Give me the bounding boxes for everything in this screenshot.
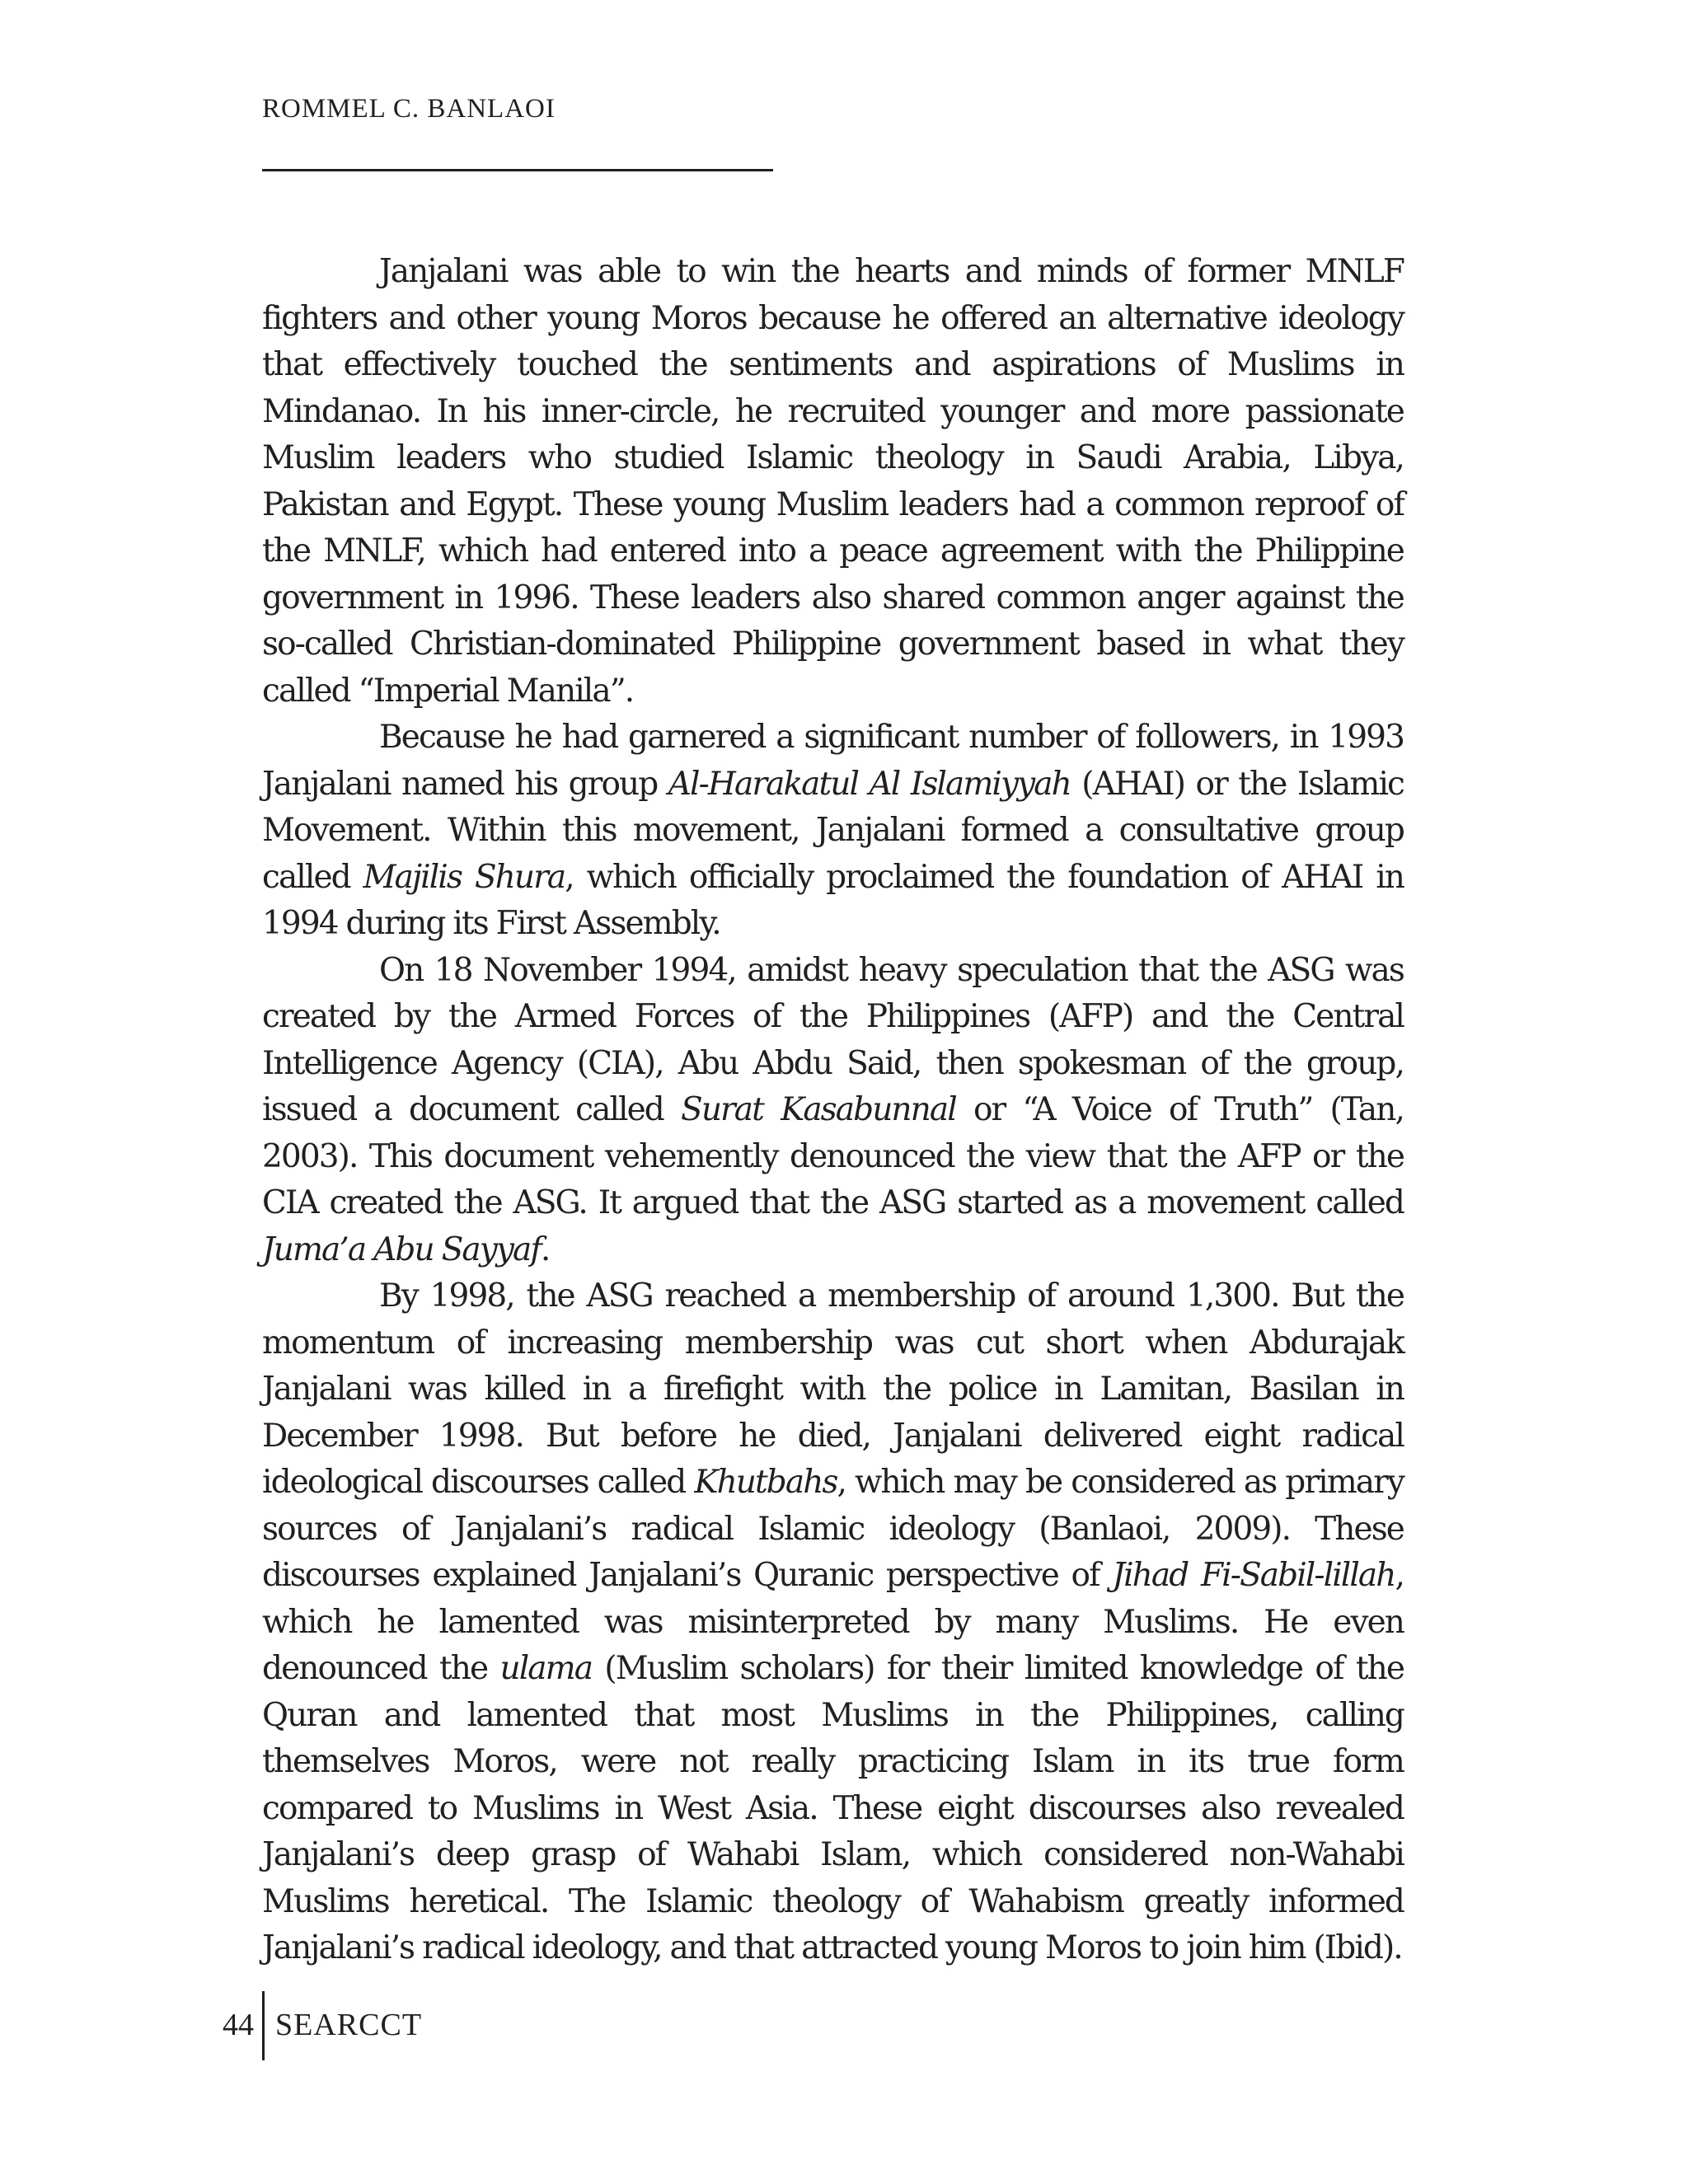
term-ulama: ulama <box>499 1650 593 1687</box>
running-head: ROMMEL C. BANLAOI <box>262 94 556 124</box>
paragraph-3 <box>262 948 1404 1274</box>
paragraph-4-text-a: By 1998, the ASG reached a membership of around 1,300. But the momentum of increasing membership was cut short when Abdurajak Janjalani was killed in a firefight with the police in Lamitan, Basilan in December 1998. But before he died, Janjalani delivered eight radical ideological discourses called <box>262 1277 1404 1501</box>
paragraph-3-text-b: or “A Voice of Truth” (Tan, 2003). This document vehemently denounced the view that the AFP or the CIA created the ASG. It argued that the ASG started as a movement called <box>262 1091 1404 1221</box>
footer-divider <box>262 1991 265 2060</box>
term-majilis-shura: Majilis Shura <box>363 858 565 896</box>
paragraph-2-text-a: Because he had garnered a significant number of followers, in 1993 Janjalani named his group <box>262 719 1404 803</box>
term-al-harakatul: Al-Harakatul Al Islamiyyah <box>668 765 1071 803</box>
paragraph-4-text-d: (Muslim scholars) for their limited knowledge of the Quran and lamented that most Muslims in the Philippines, calling themselves Moros, were not really practicing Islam in its true form compared to Muslims in West Asia. These eight discourses also revealed Janjalani’s deep grasp of Wahabi Islam, which considered non-Wahabi Muslims heretical. The Islamic theology of Wahabism greatly informed Janjalani’s radical ideology, and that attracted young Moros to join him (Ibid). <box>262 1650 1404 1966</box>
paragraph-4-text-b: , which may be considered as primary sources of Janjalani’s radical Islamic ideology (Banlaoi, 2009). These discourses explained Janjalani’s Quranic perspective of <box>262 1464 1404 1594</box>
paragraph-1-text: Janjalani was able to win the hearts and minds of former MNLF fighters and other young Moros because he offered an alternative ideology that effectively touched the sentiments and aspirations of Muslims in Mindanao. In his inner-circle, he recruited younger and more passionate Muslim leaders who studied Islamic theology in Saudi Arabia, Libya, Pakistan and Egypt. These young Muslim leaders had a common reproof of the MNLF, which had entered into a peace agreement with the Philippine government in 1996. These leaders also shared common anger against the so-called Christian-dominated Philippine government based in what they called “Imperial Manila”. <box>262 253 1404 710</box>
paragraph-4-text-c: , which he lamented was misinterpreted by many Muslims. He even denounced the <box>262 1557 1404 1687</box>
paragraph-3-text-a: On 18 November 1994, amidst heavy speculation that the ASG was created by the Armed Forces of the Philippines (AFP) and the Central Intelligence Agency (CIA), Abu Abdu Said, then spokesman of the group, issued a document called <box>262 951 1404 1128</box>
paragraph-2-text-b: (AHAI) or the Islamic Movement. Within this movement, Janjalani formed a consultative group called <box>262 765 1404 896</box>
paragraph-2 <box>262 715 1404 948</box>
term-jihad: Jihad Fi-Sabil-lillah <box>1112 1557 1395 1594</box>
term-juma-abu-sayyaf: Juma’a Abu Sayyaf <box>262 1230 541 1268</box>
page-number: 44 <box>223 2008 254 2042</box>
paragraph-1 <box>262 249 1404 715</box>
term-khutbahs: Khutbahs <box>694 1464 837 1501</box>
publication-name: SEARCCT <box>275 2008 423 2042</box>
paragraph-4 <box>262 1273 1404 1972</box>
article-body <box>262 249 1404 1972</box>
header-rule <box>262 169 773 171</box>
paragraph-2-text-c: , which officially proclaimed the foundation of AHAI in 1994 during its First Assembly. <box>262 858 1404 942</box>
paragraph-3-text-c: . <box>540 1230 550 1268</box>
term-surat-kasabunnal: Surat Kasabunnal <box>681 1091 956 1128</box>
